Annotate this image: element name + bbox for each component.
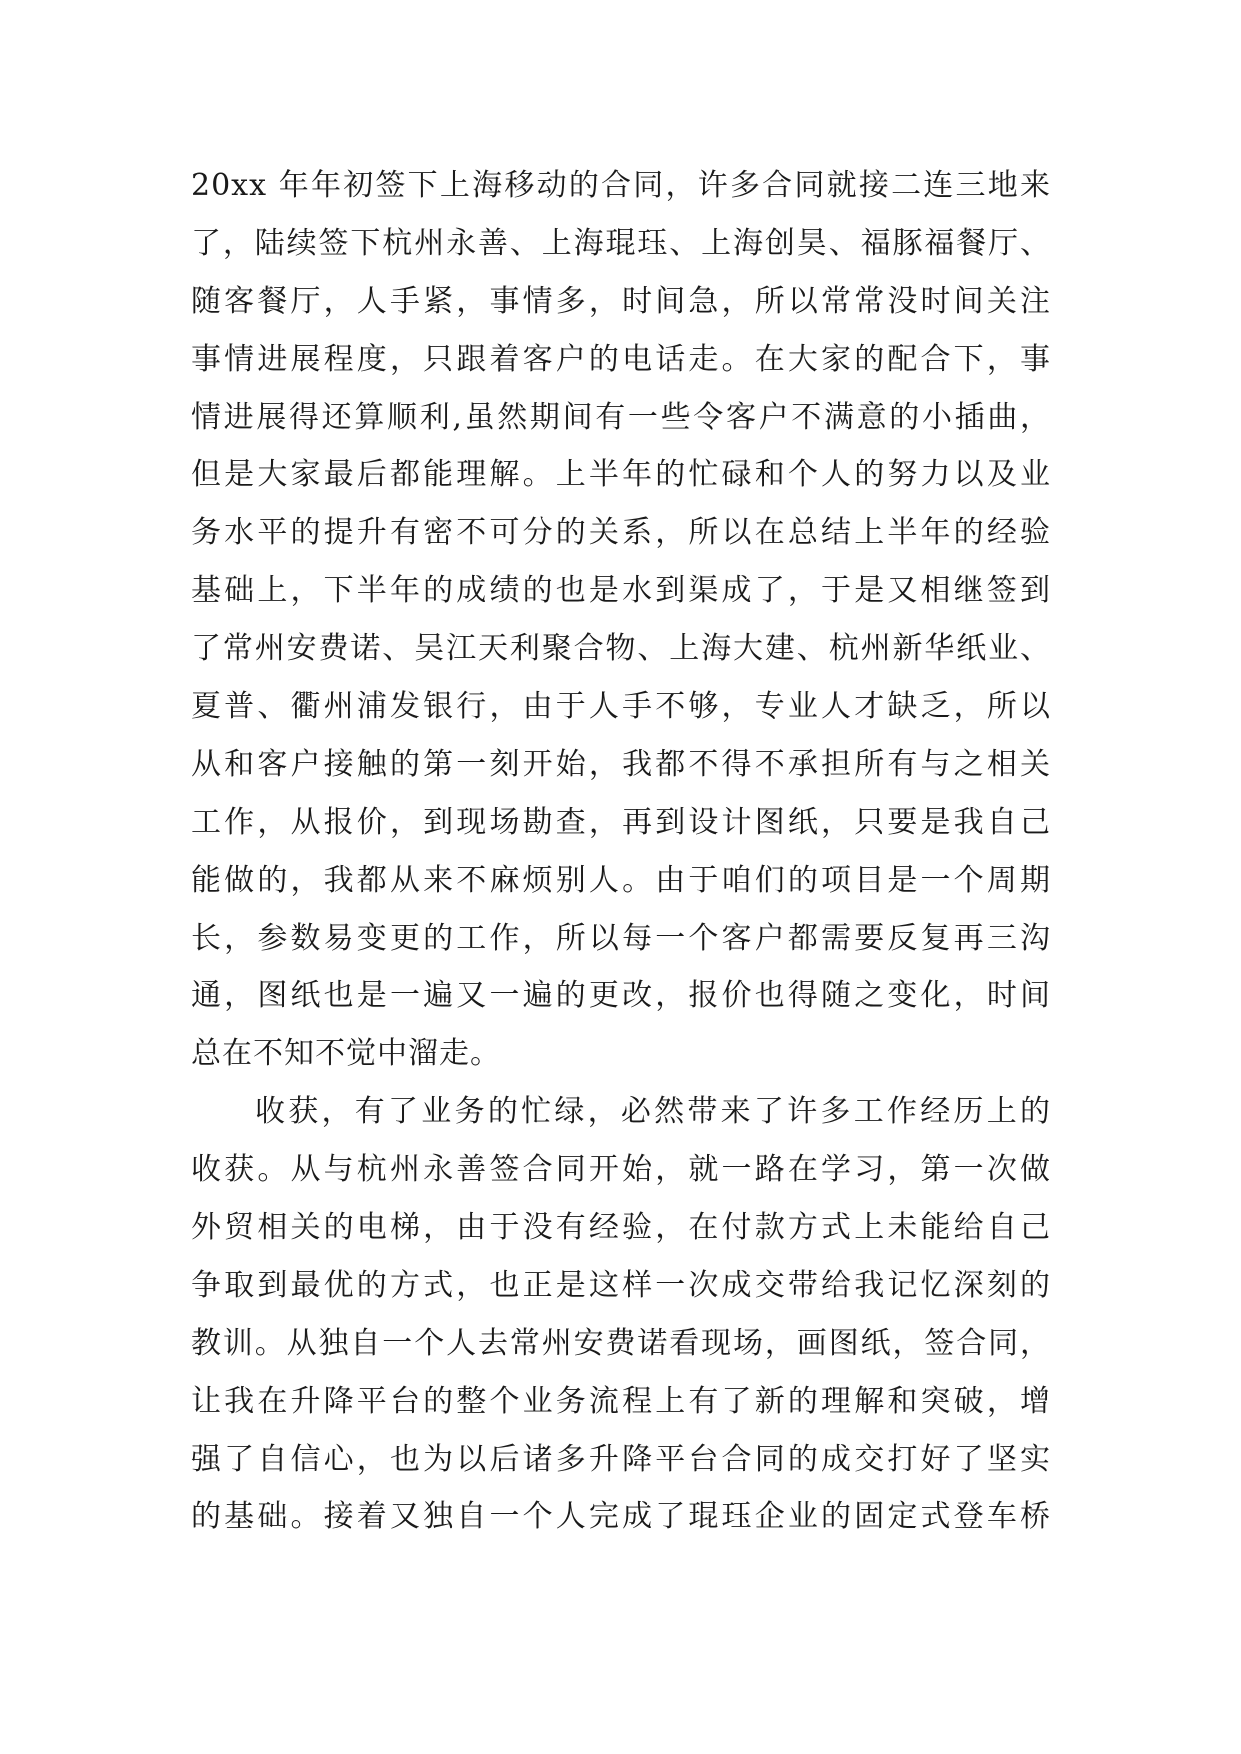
text-line: 但是大家最后都能理解。上半年的忙碌和个人的努力以及业 (191, 457, 1051, 493)
text-line: 基础上，下半年的成绩的也是水到渠成了，于是又相继签到 (191, 573, 1051, 609)
text-line: 收获，有了业务的忙绿，必然带来了许多工作经历上的 (255, 1094, 1051, 1130)
text-line: 务水平的提升有密不可分的关系，所以在总结上半年的经验 (191, 515, 1051, 551)
text-line: 夏普、衢州浦发银行，由于人手不够，专业人才缺乏，所以 (191, 689, 1051, 725)
text-line: 从和客户接触的第一刻开始，我都不得不承担所有与之相关 (191, 746, 1051, 782)
text-line: 了，陆续签下杭州永善、上海琨珏、上海创昊、福豚福餐厅、 (191, 225, 1051, 261)
text-line: 长，参数易变更的工作，所以每一个客户都需要反复再三沟 (191, 920, 1051, 956)
text-line: 20xx 年年初签下上海移动的合同，许多合同就接二连三地来 (191, 168, 1051, 203)
body-text (191, 157, 1051, 1546)
text-line: 外贸相关的电梯，由于没有经验，在付款方式上未能给自己 (191, 1210, 1051, 1246)
text-line: 强了自信心，也为以后诸多升降平台合同的成交打好了坚实 (191, 1441, 1051, 1477)
text-line: 情进展得还算顺利,虽然期间有一些令客户不满意的小插曲， (191, 399, 1051, 435)
text-line: 的基础。接着又独自一个人完成了琨珏企业的固定式登车桥 (191, 1499, 1051, 1535)
text-line: 教训。从独自一个人去常州安费诺看现场，画图纸，签合同， (191, 1325, 1051, 1361)
text-line: 随客餐厅，人手紧，事情多，时间急，所以常常没时间关注 (191, 283, 1051, 319)
text-line: 了常州安费诺、吴江天利聚合物、上海大建、杭州新华纸业、 (191, 631, 1051, 667)
text-line: 让我在升降平台的整个业务流程上有了新的理解和突破，增 (191, 1383, 1051, 1419)
text-line: 工作，从报价，到现场勘查，再到设计图纸，只要是我自己 (191, 804, 1051, 840)
text-line: 收获。从与杭州永善签合同开始，就一路在学习，第一次做 (191, 1152, 1051, 1188)
text-line: 通，图纸也是一遍又一遍的更改，报价也得随之变化，时间 (191, 978, 1051, 1014)
paragraph-1 (191, 157, 1051, 1083)
text-line: 总在不知不觉中溜走。 (191, 1036, 501, 1072)
text-line: 事情进展程度，只跟着客户的电话走。在大家的配合下，事 (191, 341, 1051, 377)
paragraph-2 (191, 1083, 1051, 1546)
text-line: 争取到最优的方式，也正是这样一次成交带给我记忆深刻的 (191, 1267, 1051, 1303)
text-line: 能做的，我都从来不麻烦别人。由于咱们的项目是一个周期 (191, 862, 1051, 898)
